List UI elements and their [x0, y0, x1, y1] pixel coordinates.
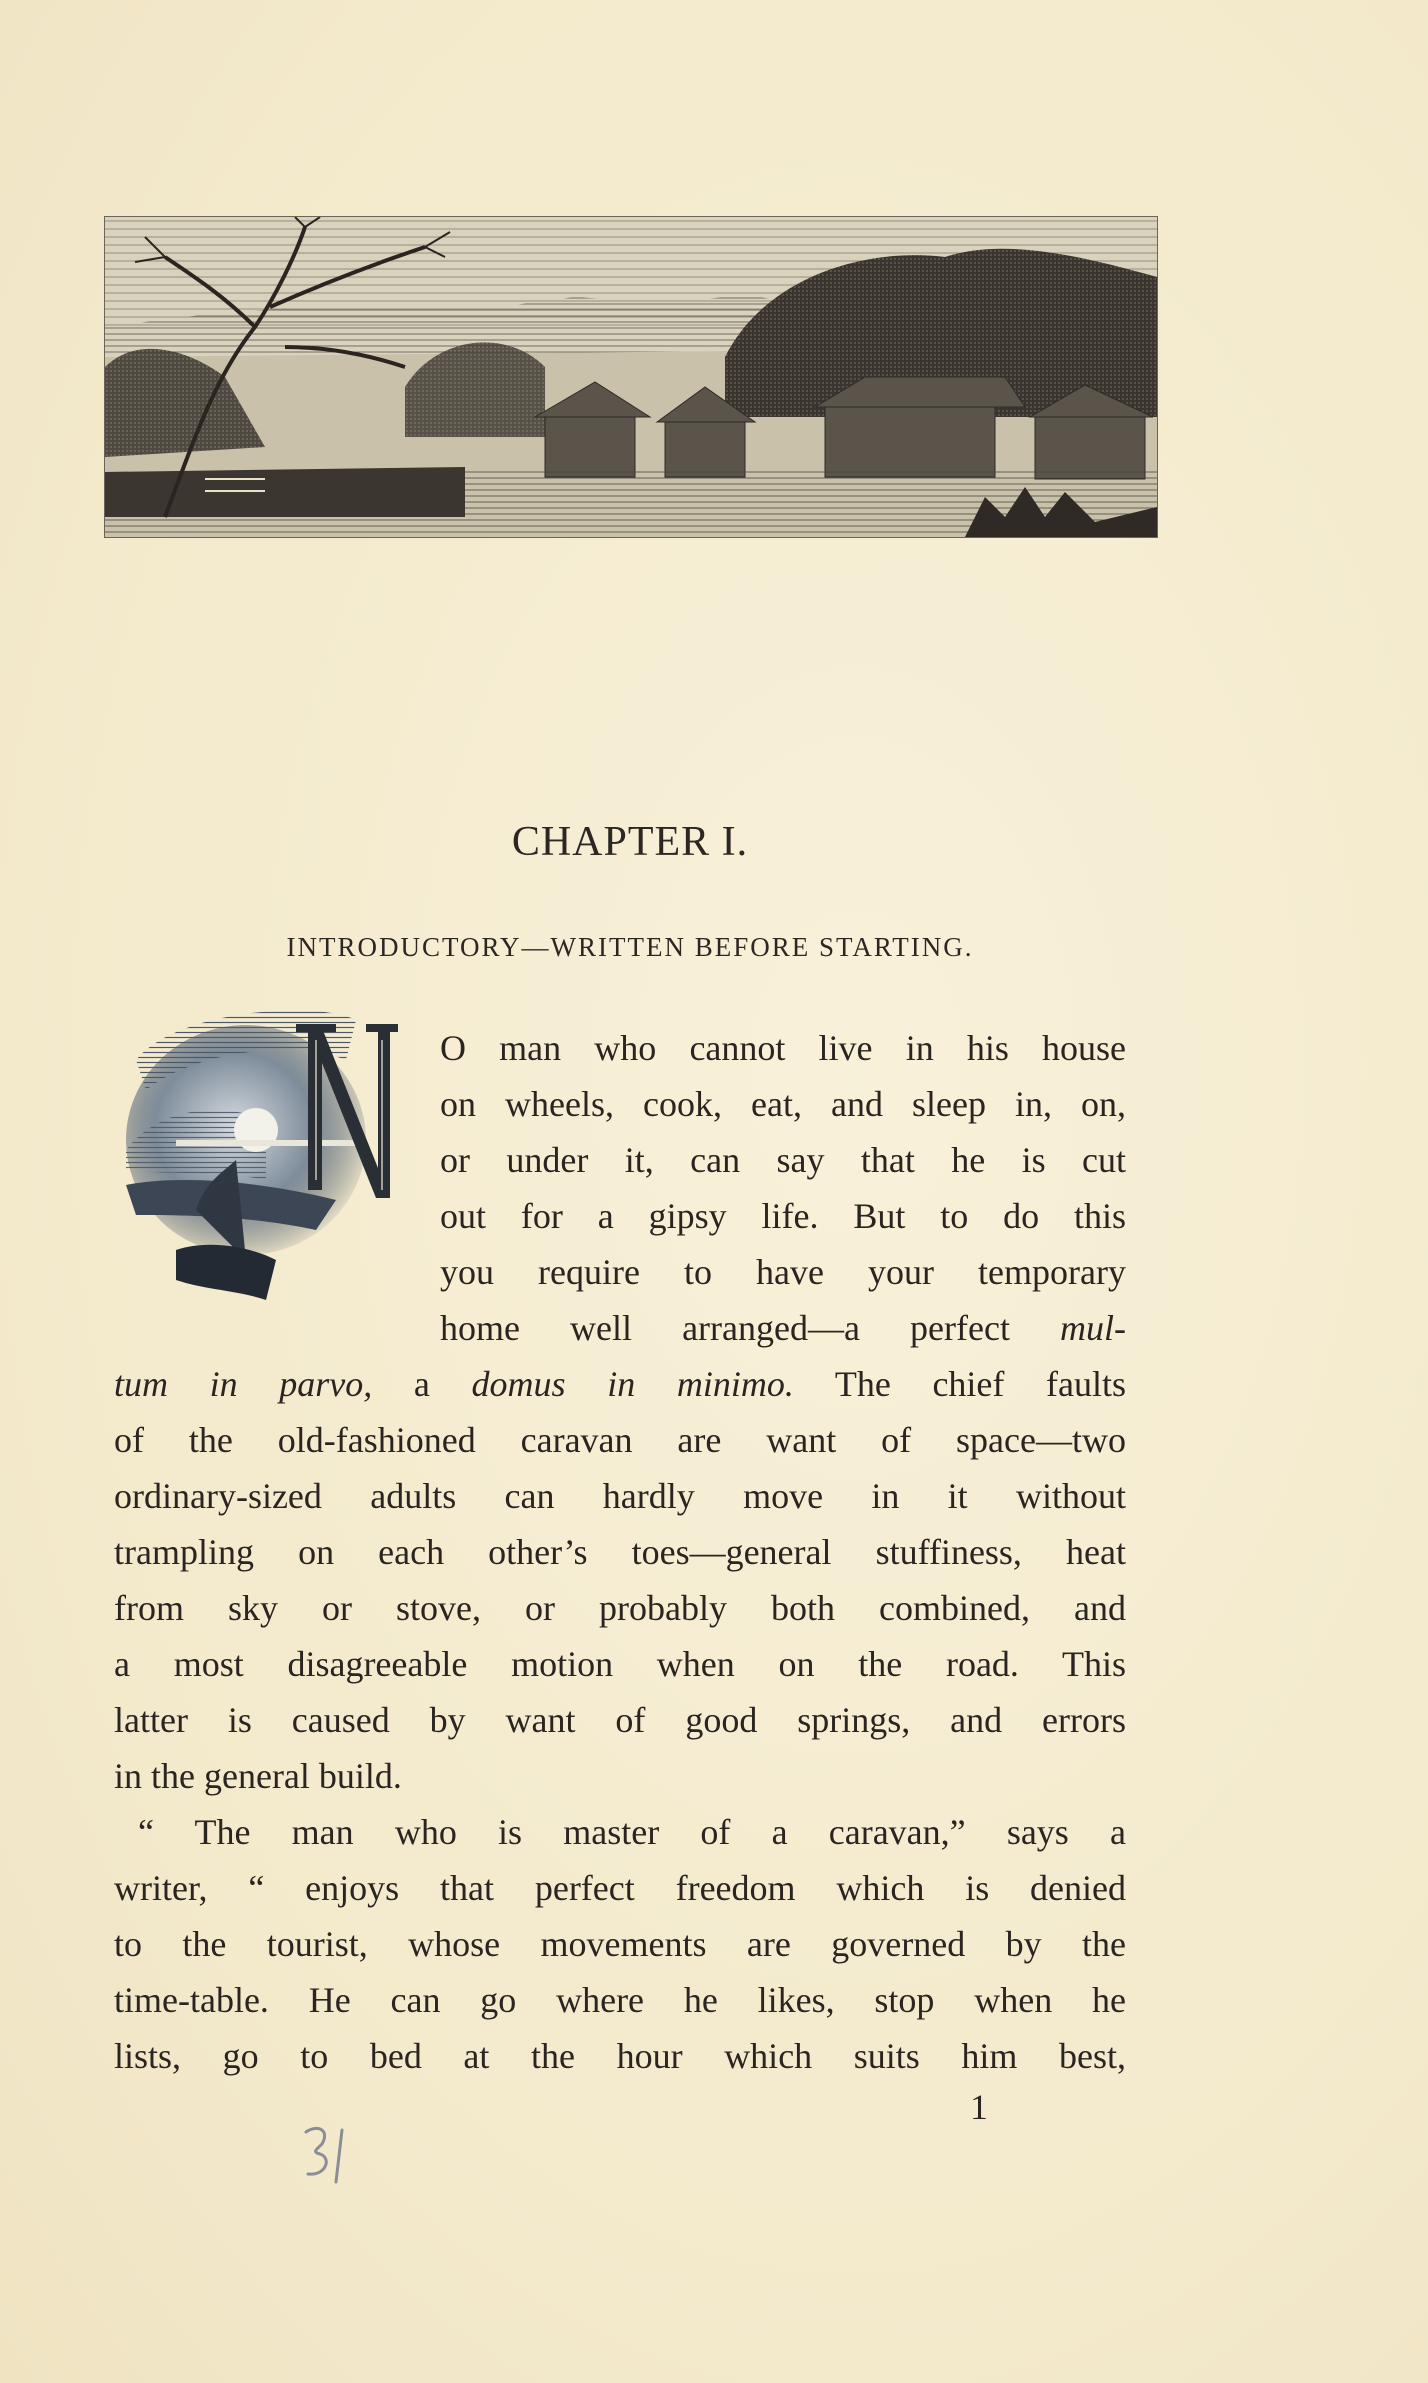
pencil-mark-icon: [296, 2120, 356, 2190]
text-line: in the general build.: [114, 1756, 402, 1796]
text-line: you require to have your temporary: [440, 1252, 1126, 1292]
text-run: The chief faults: [793, 1364, 1127, 1404]
text-line: [440, 1300, 1126, 1356]
chapter-title: CHAPTER I.: [511, 819, 749, 865]
text-line: latter is caused by want of good springs, and errors: [114, 1700, 1126, 1740]
text-line: to the tourist, whose movements are governed by the: [114, 1924, 1126, 1964]
text-line: from sky or stove, or probably both combined, and: [114, 1588, 1126, 1628]
body-text-full: [114, 1356, 1126, 2084]
text-line: of the old-fashioned caravan are want of space—two: [114, 1420, 1126, 1460]
text-line: or under it, can say that he is cut: [440, 1140, 1126, 1180]
text-line: trampling on each other’s toes—general stuffiness, heat: [114, 1532, 1126, 1572]
text-line: O man who cannot live in his house: [440, 1028, 1126, 1068]
text-run: a: [372, 1364, 472, 1404]
text-line: a most disagreeable motion when on the road. This: [114, 1644, 1126, 1684]
chapter-subtitle: INTRODUCTORY—WRITTEN BEFORE STARTING.: [286, 932, 974, 962]
drop-cap-n-icon: [116, 1000, 398, 1310]
body-text-indented: [440, 1020, 1126, 1356]
text-line: lists, go to bed at the hour which suits him best,: [114, 2036, 1126, 2076]
text-run: home well arranged—a perfect: [440, 1308, 1060, 1348]
text-line: “ The man who is master of a caravan,” says a: [138, 1812, 1126, 1852]
italic-run: mul-: [1060, 1308, 1126, 1348]
text-line: out for a gipsy life. But to do this: [440, 1196, 1126, 1236]
text-line: ordinary-sized adults can hardly move in it without: [114, 1476, 1126, 1516]
page-number: 1: [970, 2087, 988, 2127]
landscape-engraving: [105, 217, 1157, 537]
text-line: [114, 1356, 1126, 1412]
drop-cap-illustration: [116, 1000, 398, 1310]
italic-run: domus in minimo.: [471, 1364, 794, 1404]
text-line: on wheels, cook, eat, and sleep in, on,: [440, 1084, 1126, 1124]
text-line: writer, “ enjoys that perfect freedom which is denied: [114, 1868, 1126, 1908]
text-line: time-table. He can go where he likes, stop when he: [114, 1980, 1126, 2020]
italic-run: tum in parvo,: [114, 1364, 373, 1404]
header-vignette-illustration: [104, 216, 1158, 538]
handwritten-pencil-note: [296, 2120, 356, 2190]
